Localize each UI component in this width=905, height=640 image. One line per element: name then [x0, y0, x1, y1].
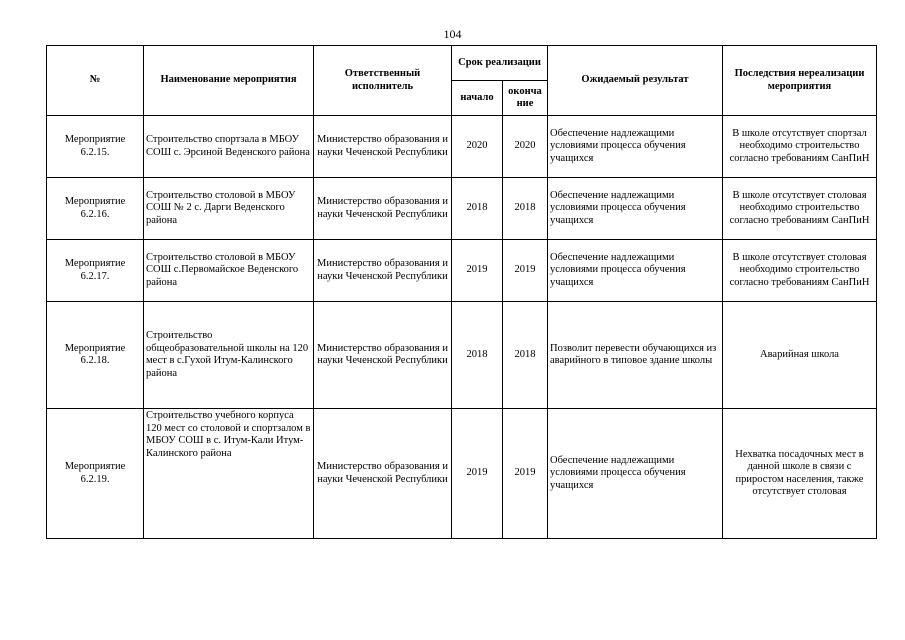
cell-num: Мероприятие 6.2.15. — [47, 116, 144, 178]
cell-responsible: Министерство образования и науки Чеченской Республики — [314, 116, 452, 178]
cell-start: 2019 — [452, 409, 503, 539]
cell-consequences: Нехватка посадочных мест в данной школе в связи с приростом населения, также отсутствует столовая — [723, 409, 877, 539]
cell-consequences: В школе отсутствует спортзал необходимо строительство согласно требованиям СанПиН — [723, 116, 877, 178]
cell-start: 2018 — [452, 178, 503, 240]
cell-expected: Обеспечение надлежащими условиями процесса обучения учащихся — [548, 116, 723, 178]
cell-responsible: Министерство образования и науки Чеченской Республики — [314, 302, 452, 409]
cell-num: Мероприятие 6.2.17. — [47, 240, 144, 302]
header-name: Наименование мероприятия — [144, 46, 314, 116]
table-row — [47, 409, 877, 539]
cell-end: 2019 — [503, 240, 548, 302]
cell-name: Строительство спортзала в МБОУ СОШ с. Эрсиной Веденского района — [144, 116, 314, 178]
header-start: начало — [452, 81, 503, 116]
header-term: Срок реализации — [452, 46, 548, 81]
header-consequences: Последствия нереализации мероприятия — [723, 46, 877, 116]
cell-consequences: В школе отсутствует столовая необходимо строительство согласно требованиям СанПиН — [723, 240, 877, 302]
table-row — [47, 240, 877, 302]
cell-start: 2020 — [452, 116, 503, 178]
cell-expected: Обеспечение надлежащими условиями процесса обучения учащихся — [548, 178, 723, 240]
cell-name: Строительство столовой в МБОУ СОШ № 2 с. Дарги Веденского района — [144, 178, 314, 240]
cell-responsible: Министерство образования и науки Чеченской Республики — [314, 178, 452, 240]
cell-responsible: Министерство образования и науки Чеченской Республики — [314, 240, 452, 302]
header-num: № — [47, 46, 144, 116]
cell-name: Строительство общеобразовательной школы на 120 мест в с.Гухой Итум-Калинского района — [144, 302, 314, 409]
header-row — [47, 46, 877, 81]
cell-consequences: В школе отсутствует столовая необходимо строительство согласно требованиям СанПиН — [723, 178, 877, 240]
cell-responsible: Министерство образования и науки Чеченской Республики — [314, 409, 452, 539]
header-end: оконча ние — [503, 81, 548, 116]
cell-num: Мероприятие 6.2.19. — [47, 409, 144, 539]
page-number: 104 — [443, 27, 462, 41]
table-row — [47, 302, 877, 409]
cell-end: 2018 — [503, 178, 548, 240]
cell-name: Строительство учебного корпуса 120 мест со столовой и спортзалом в МБОУ СОШ в с. Итум-Кали Итум-Калинского района — [144, 409, 314, 539]
cell-expected: Обеспечение надлежащими условиями процесса обучения учащихся — [548, 409, 723, 539]
cell-num: Мероприятие 6.2.18. — [47, 302, 144, 409]
cell-start: 2019 — [452, 240, 503, 302]
cell-end: 2020 — [503, 116, 548, 178]
cell-end: 2018 — [503, 302, 548, 409]
cell-expected: Обеспечение надлежащими условиями процесса обучения учащихся — [548, 240, 723, 302]
cell-num: Мероприятие 6.2.16. — [47, 178, 144, 240]
measures-table — [46, 45, 877, 539]
cell-name: Строительство столовой в МБОУ СОШ с.Первомайское Веденского района — [144, 240, 314, 302]
cell-consequences: Аварийная школа — [723, 302, 877, 409]
header-responsible: Ответственный исполнитель — [314, 46, 452, 116]
cell-expected: Позволит перевести обучающихся из аварийного в типовое здание школы — [548, 302, 723, 409]
cell-end: 2019 — [503, 409, 548, 539]
header-expected: Ожидаемый результат — [548, 46, 723, 116]
table-row — [47, 116, 877, 178]
cell-start: 2018 — [452, 302, 503, 409]
table-row — [47, 178, 877, 240]
